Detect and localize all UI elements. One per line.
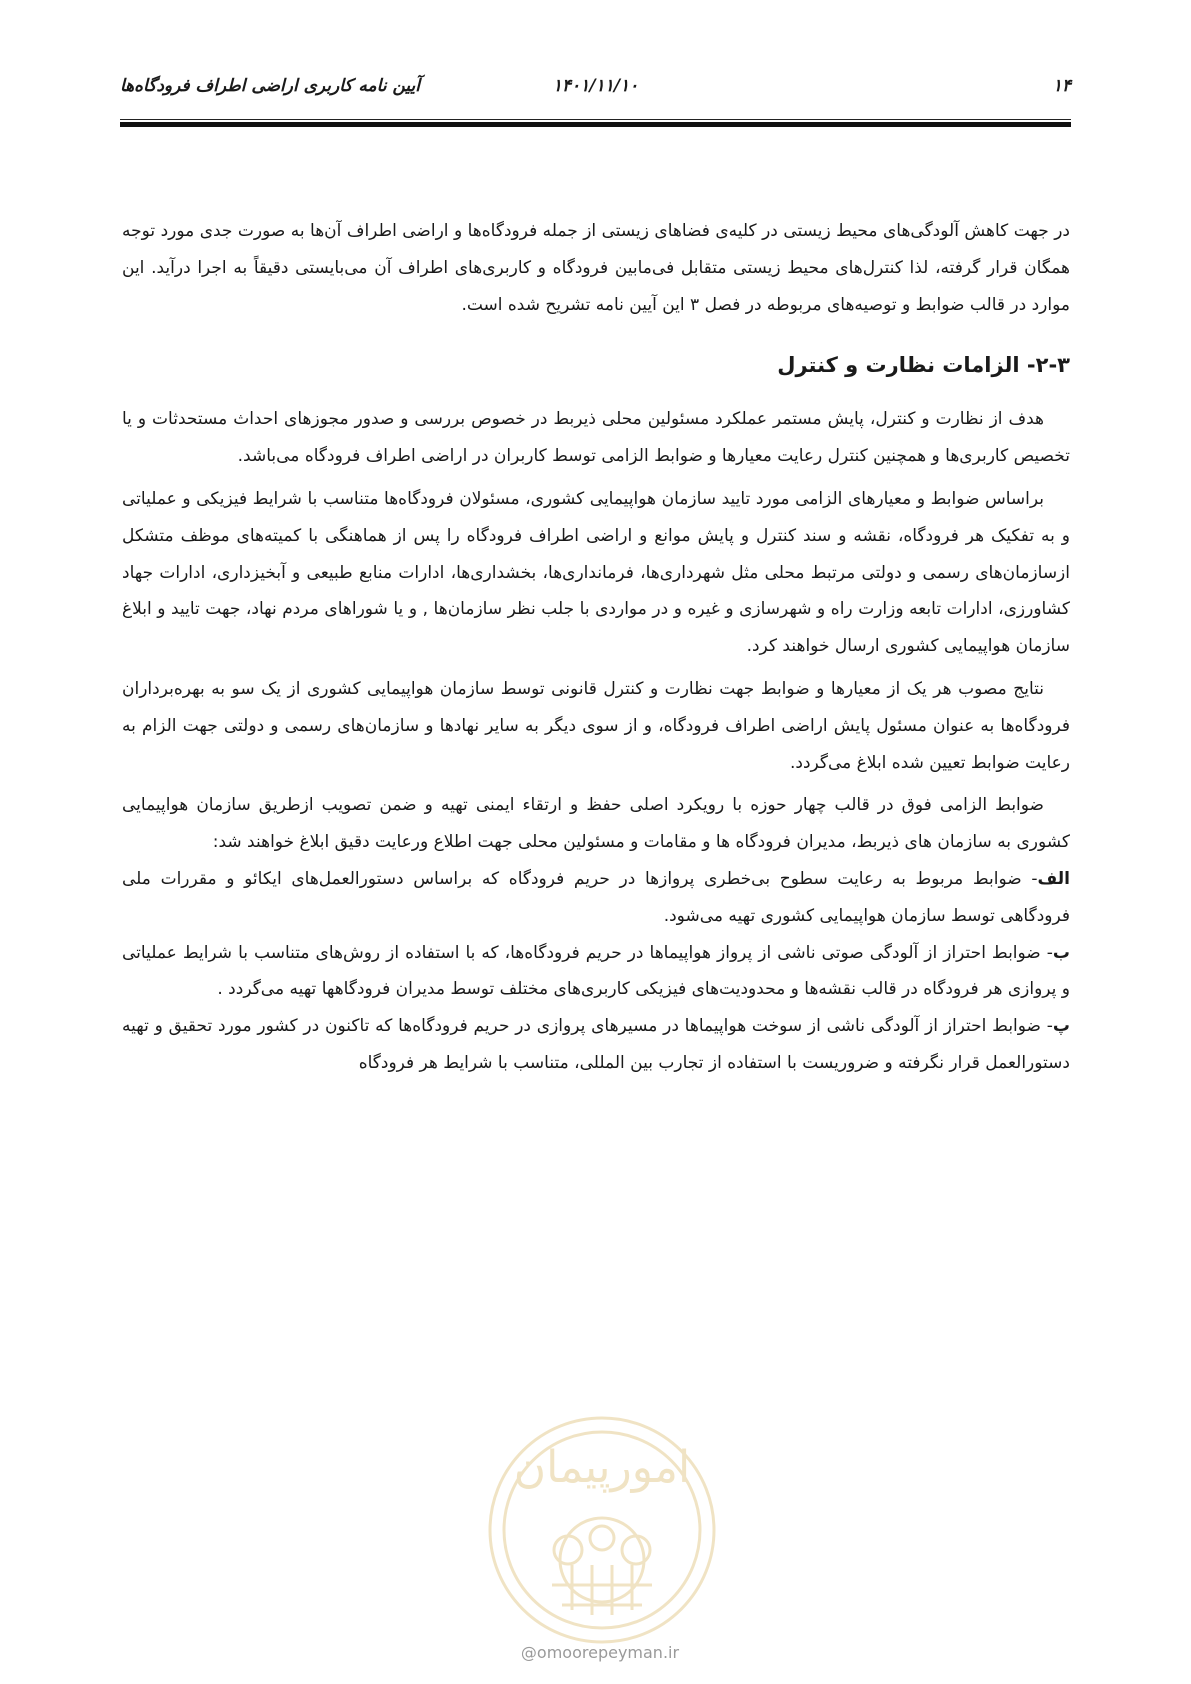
body-paragraph: هدف از نظارت و کنترل، پایش مستمر عملکرد مسئولین محلی ذیربط در خصوص بررسی و صدور مجوزهای احداث مستحدثات و یا تخصیص کاربری‌ها و همچنین کنترل رعایت معیارها و ضوابط الزامی توسط کاربران در اراضی اطراف فرودگاه می‌باشد. <box>122 409 1070 467</box>
watermark-seal-icon <box>482 1410 722 1650</box>
body-paragraph: براساس ضوابط و معیارهای الزامی مورد تایید سازمان هواپیمایی کشوری، مسئولان فرودگاه‌ها متناسب با شرایط فیزیکی و عملیاتی و به تفکیک هر فرودگاه، نقشه و سند کنترل و پایش موانع و اراضی اطراف فرودگاه را پس از هماهنگی با کمیته‌های موظف متشکل ازسازمان‌های رسمی و دولتی مرتبط محلی مثل شهرداری‌ها، فرمانداری‌ها، بخشداری‌ها، ادارات منابع طبیعی و آبخیزداری، ادارات جهاد کشاورزی، ادارات تابعه وزارت راه و شهرسازی و غیره و در مواردی با جلب نظر سازمان‌ها , و یا شوراهای مردم نهاد، جهت تایید و ابلاغ سازمان هواپیمایی کشوری ارسال خواهند کرد. <box>122 488 1070 657</box>
header-rule-thick <box>120 122 1071 127</box>
watermark-seal-text: امورپیمان <box>513 1442 691 1493</box>
list-item-text: - ضوابط احتراز از آلودگی صوتی ناشی از پرواز هواپیماها در حریم فرودگاه‌ها، که با استفاده از روش‌های متناسب با شرایط عملیاتی و پروازی هر فرودگاه در قالب نقشه‌ها و محدودیت‌های فیزیکی کاربری‌های مختلف توسط مدیران فرودگاهها تهیه می‌گردد . <box>122 942 1070 1000</box>
document-body <box>122 213 1070 1082</box>
list-item <box>122 1008 1070 1082</box>
page-number: ۱۴ <box>1052 76 1071 96</box>
header-document-title: آیین نامه کاربری اراضی اطراف فرودگاه‌ها <box>120 76 420 96</box>
list-item-text: - ضوابط احتراز از آلودگی ناشی از سوخت هواپیماها در مسیرهای پروازی در حریم فرودگاه‌ها که تاکنون در کشور مورد تحقیق و تهیه دستورالعمل قرار نگرفته و ضروریست با استفاده از تجارب بین المللی، متناسب با شرایط هر فرودگاه <box>122 1016 1070 1073</box>
section-heading: ۲-۳- الزامات نظارت و کنترل <box>777 353 1070 378</box>
list-item <box>122 935 1070 1009</box>
header-rule-thin <box>120 119 1071 120</box>
watermark-site: @omoorepeyman.ir <box>520 1643 680 1662</box>
body-paragraph: ضوابط الزامی فوق در قالب چهار حوزه با رویکرد اصلی حفظ و ارتقاء ایمنی تهیه و ضمن تصویب ازطریق سازمان هواپیمایی کشوری به سازمان های ذیربط، مدیران فرودگاه ها و مقامات و مسئولین محلی جهت اطلاع ورعایت دقیق ابلاغ خواهند شد: <box>122 795 1070 853</box>
body-paragraph: نتایج مصوب هر یک از معیارها و ضوابط جهت نظارت و کنترل قانونی توسط سازمان هواپیمایی کشوری از یک سو به بهره‌برداران فرودگاه‌ها به عنوان مسئول پایش اراضی اطراف فرودگاه، و از سوی دیگر به سایر نهادها و سازمان‌های رسمی و دولتی جهت الزام به رعایت ضوابط تعیین شده ابلاغ می‌گردد. <box>122 678 1070 773</box>
intro-paragraph: در جهت کاهش آلودگی‌های محیط زیستی در کلیه‌ی فضاهای زیستی از جمله فرودگاه‌ها و اراضی اطراف آن‌ها به صورت جدی مورد توجه همگان قرار گرفته، لذا کنترل‌های محیط زیستی متقابل فی‌مابین فرودگاه و کاربری‌های اطراف آن می‌بایستی دقیقاً به اجرا درآید. این موارد در قالب ضوابط و توصیه‌های مربوطه در فصل ۳ این آیین نامه تشریح شده است. <box>122 221 1070 315</box>
header-date: ۱۴۰۱/۱۱/۱۰ <box>552 76 639 96</box>
list-item-letter: پ <box>1052 1016 1070 1037</box>
list-item-text: - ضوابط مربوط به رعایت سطوح بی‌خطری پروازها در حریم فرودگاه که براساس دستورالعمل‌های ایکائو و مقررات ملی فرودگاهی توسط سازمان هواپیمایی کشوری تهیه می‌شود. <box>122 868 1070 926</box>
list-item-letter: ب <box>1052 942 1070 963</box>
list-item <box>122 861 1070 935</box>
page-header <box>120 70 1071 104</box>
list-item-letter: الف <box>1037 868 1070 889</box>
